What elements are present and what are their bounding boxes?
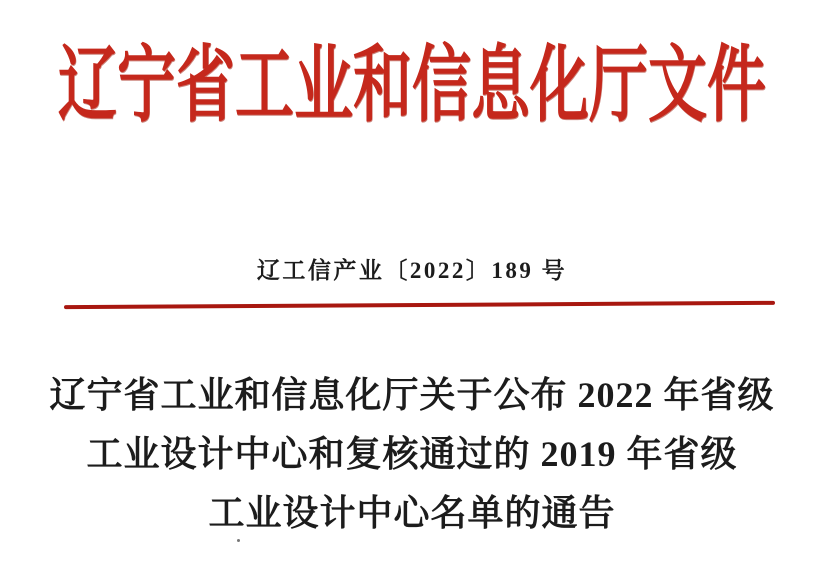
title-line-3: 工业设计中心名单的通告 xyxy=(208,493,616,533)
red-divider-line xyxy=(64,301,775,309)
document-title xyxy=(0,366,824,543)
document-header-title: 辽宁省工业和信息化厅文件 xyxy=(57,38,766,133)
scan-speck-dot xyxy=(237,539,240,542)
document-number: 辽工信产业〔2022〕189 号 xyxy=(256,258,568,283)
title-line-1: 辽宁省工业和信息化厅关于公布 2022 年省级 xyxy=(49,375,775,415)
title-line-2: 工业设计中心和复核通过的 2019 年省级 xyxy=(86,434,738,474)
